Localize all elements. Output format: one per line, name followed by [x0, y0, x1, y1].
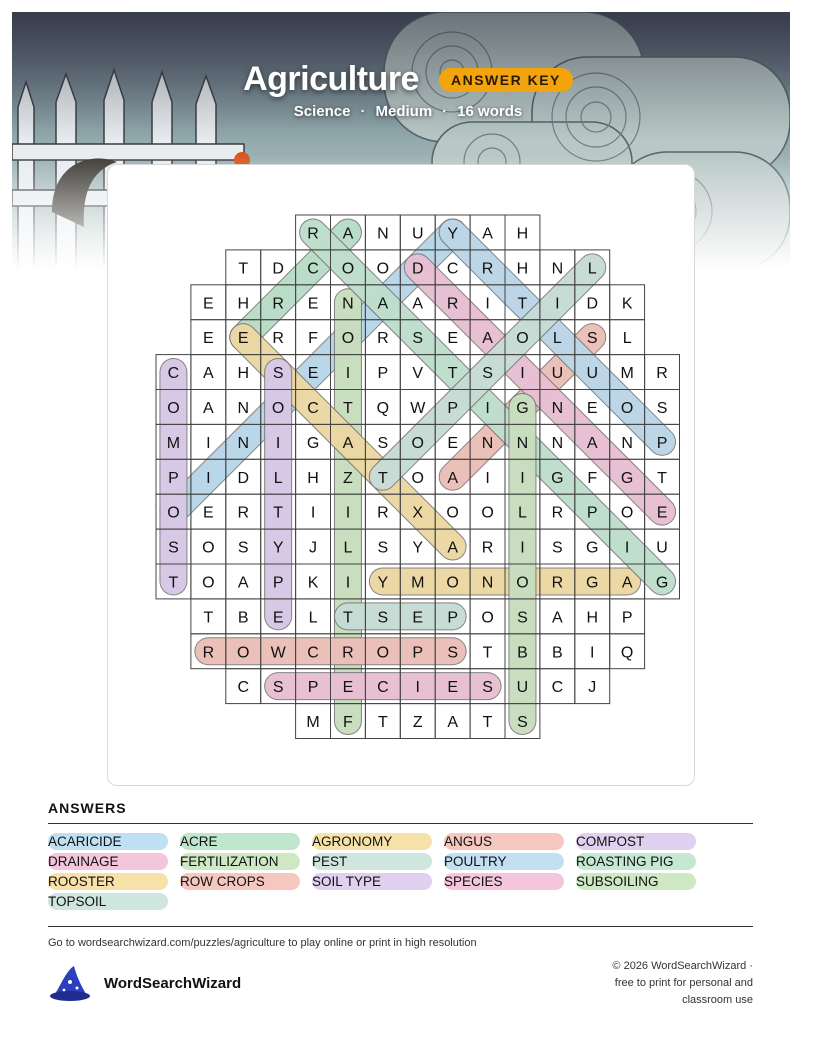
grid-letter: I: [275, 434, 281, 452]
grid-letter: C: [551, 679, 564, 697]
wizard-hat-icon: [48, 964, 92, 1002]
grid-letter: E: [447, 679, 458, 697]
grid-letter: I: [415, 679, 420, 697]
brand: [48, 964, 241, 1002]
copyright-line: © 2026 WordSearchWizard ·: [612, 960, 753, 972]
grid-letter: A: [552, 609, 563, 627]
grid-letter: A: [482, 225, 493, 243]
title-area: [0, 60, 816, 99]
grid-letter: N: [237, 434, 250, 452]
grid-letter: C: [307, 399, 319, 417]
grid-letter: Y: [377, 574, 389, 592]
grid-letter: J: [309, 539, 318, 557]
grid-letter: G: [586, 539, 599, 557]
grid-letter: A: [377, 295, 389, 313]
word-search-grid: [108, 165, 696, 787]
grid-letter: O: [237, 644, 250, 662]
grid-letter: E: [447, 330, 458, 348]
brand-name: WordSearchWizard: [104, 974, 242, 992]
grid-letter: C: [237, 679, 250, 697]
grid-letter: I: [590, 644, 595, 662]
grid-letter: C: [307, 644, 319, 662]
grid-letter: A: [447, 469, 458, 487]
grid-letter: I: [520, 469, 525, 487]
grid-letter: O: [167, 399, 180, 417]
grid-letter: P: [447, 399, 458, 417]
grid-letter: G: [586, 574, 599, 592]
grid-letter: H: [586, 609, 599, 627]
grid-letter: O: [376, 644, 390, 662]
grid-letter: J: [588, 679, 597, 697]
grid-letter: G: [551, 469, 564, 487]
grid-letter: S: [586, 330, 598, 348]
grid-letter: S: [517, 714, 528, 732]
grid-letter: E: [203, 330, 214, 348]
grid-letter: O: [446, 504, 459, 522]
grid-letter: M: [620, 365, 634, 383]
grid-letter: V: [412, 365, 424, 383]
grid-letter: T: [482, 644, 493, 662]
grid-letter: O: [481, 504, 494, 522]
grid-letter: S: [237, 539, 249, 557]
grid-letter: G: [306, 434, 320, 452]
grid-letter: S: [272, 679, 284, 697]
grid-letter: A: [412, 295, 424, 313]
word-count-label: 16 words: [457, 103, 523, 120]
answer-word: SUBSOILING: [576, 873, 696, 890]
grid-letter: H: [516, 260, 529, 278]
footer-divider: [48, 926, 753, 927]
grid-letter: X: [412, 504, 424, 522]
grid-letter: I: [485, 399, 490, 417]
grid-letter: Y: [447, 225, 458, 243]
grid-letter: M: [411, 574, 425, 592]
puzzle-meta: [0, 103, 816, 120]
grid-letter: A: [237, 574, 249, 592]
grid-letter: S: [377, 434, 389, 452]
grid-letter: P: [377, 365, 389, 383]
grid-letter: N: [377, 225, 389, 243]
grid-letter: O: [341, 330, 355, 348]
grid-letter: M: [306, 714, 320, 732]
answer-word: ROW CROPS: [180, 873, 300, 890]
grid-letter: F: [587, 469, 598, 487]
grid-letter: Y: [272, 539, 284, 557]
puzzle-card: [107, 164, 695, 786]
grid-letter: R: [342, 644, 354, 662]
grid-letter: T: [238, 260, 249, 278]
grid-letter: D: [586, 295, 599, 313]
footer-note: Go to wordsearchwizard.com/puzzles/agriculture to play online or print in high resolution: [48, 937, 477, 949]
grid-letter: O: [341, 260, 355, 278]
grid-letter: E: [203, 504, 214, 522]
grid-letter: S: [412, 330, 424, 348]
grid-letter: Q: [376, 399, 390, 417]
answer-word: SPECIES: [444, 873, 564, 890]
grid-letter: B: [552, 644, 563, 662]
grid-letter: Z: [412, 714, 423, 732]
grid-letter: G: [655, 574, 669, 592]
grid-letter: O: [620, 504, 634, 522]
grid-letter: T: [482, 714, 493, 732]
grid-letter: R: [202, 644, 215, 662]
grid-letter: H: [237, 365, 250, 383]
grid-letter: S: [168, 539, 179, 557]
grid-letter: D: [411, 260, 424, 278]
grid-letter: I: [206, 469, 211, 487]
grid-letter: C: [307, 260, 319, 278]
grid-letter: I: [624, 539, 630, 557]
grid-letter: A: [482, 330, 493, 348]
grid-letter: I: [520, 365, 525, 383]
answer-word: COMPOST: [576, 833, 696, 850]
grid-letter: Q: [620, 644, 634, 662]
grid-letter: N: [551, 260, 564, 278]
copyright-line: classroom use: [682, 994, 753, 1006]
grid-letter: N: [551, 434, 564, 452]
grid-letter: R: [481, 539, 494, 557]
answers-section: [48, 800, 753, 909]
grid-letter: E: [447, 434, 458, 452]
grid-letter: N: [342, 295, 354, 313]
grid-letter: P: [447, 609, 458, 627]
grid-letter: O: [202, 539, 215, 557]
grid-letter: F: [343, 714, 353, 732]
grid-letter: R: [551, 574, 564, 592]
grid-letter: N: [481, 434, 494, 452]
grid-letter: A: [447, 714, 458, 732]
grid-letter: G: [516, 399, 529, 417]
answer-word: TOPSOIL: [48, 893, 168, 910]
grid-letter: N: [516, 434, 529, 452]
difficulty-label: Medium: [375, 103, 433, 120]
grid-letter: L: [308, 609, 318, 627]
grid-letter: E: [342, 679, 354, 697]
grid-letter: T: [343, 399, 353, 417]
grid-letter: F: [308, 330, 318, 348]
grid-letter: O: [620, 399, 634, 417]
grid-letter: N: [237, 399, 250, 417]
grid-letter: I: [206, 434, 211, 452]
grid-letter: L: [552, 330, 562, 348]
grid-letter: S: [377, 609, 389, 627]
grid-letter: S: [482, 679, 493, 697]
grid-letter: R: [656, 365, 668, 383]
grid-letter: U: [586, 365, 599, 383]
subject-label: Science: [293, 103, 351, 120]
answer-key-badge: ANSWER KEY: [439, 68, 573, 92]
grid-letter: H: [237, 295, 250, 313]
grid-letter: I: [310, 504, 316, 522]
grid-letter: D: [272, 260, 284, 278]
answer-word: PEST: [312, 853, 432, 870]
grid-letter: R: [481, 260, 494, 278]
grid-letter: O: [376, 260, 390, 278]
meta-separator: ·: [360, 103, 366, 120]
grid-letter: O: [516, 574, 529, 592]
grid-letter: W: [410, 399, 426, 417]
grid-letter: T: [657, 469, 667, 487]
grid-letter: I: [520, 539, 525, 557]
grid-letter: B: [517, 644, 528, 662]
grid-letter: C: [446, 260, 459, 278]
grid-letter: N: [621, 434, 633, 452]
grid-letter: Y: [412, 539, 424, 557]
grid-letter: R: [377, 504, 389, 522]
answer-word: ROOSTER: [48, 873, 168, 890]
grid-letter: S: [656, 399, 668, 417]
copyright-line: free to print for personal and: [614, 977, 753, 989]
grid-letter: A: [447, 539, 458, 557]
grid-letter: T: [447, 365, 458, 383]
grid-letter: M: [166, 434, 181, 452]
grid-letter: I: [485, 295, 490, 313]
grid-letter: A: [342, 434, 354, 452]
grid-letter: I: [345, 365, 351, 383]
grid-letter: W: [270, 644, 286, 662]
grid-letter: E: [203, 295, 214, 313]
grid-letter: U: [411, 225, 424, 243]
grid-letter: S: [272, 365, 284, 383]
grid-letter: I: [345, 504, 351, 522]
grid-letter: O: [411, 434, 424, 452]
grid-letter: I: [485, 469, 490, 487]
grid-letter: A: [342, 225, 354, 243]
grid-letter: O: [202, 574, 215, 592]
grid-letter: E: [307, 295, 319, 313]
grid-letter: S: [377, 539, 389, 557]
grid-letter: E: [307, 365, 319, 383]
grid-letter: R: [446, 295, 459, 313]
grid-letter: K: [621, 295, 633, 313]
grid-letter: U: [656, 539, 668, 557]
grid-letter: O: [167, 504, 180, 522]
grid-letter: T: [377, 469, 388, 487]
grid-letter: C: [377, 679, 389, 697]
page-title: Agriculture: [243, 60, 419, 98]
answer-word: AGRONOMY: [312, 833, 432, 850]
grid-letter: T: [517, 295, 528, 313]
answer-word: SOIL TYPE: [312, 873, 432, 890]
grid-letter: S: [517, 609, 528, 627]
grid-letter: L: [343, 539, 353, 557]
grid-letter: P: [656, 434, 668, 452]
grid-letter: L: [517, 504, 527, 522]
grid-letter: B: [237, 609, 249, 627]
grid-letter: E: [237, 330, 249, 348]
grid-letter: O: [446, 574, 459, 592]
answer-word: ANGUS: [444, 833, 564, 850]
meta-separator: ·: [442, 103, 448, 120]
grid-letter: P: [621, 609, 633, 627]
copyright: [553, 958, 753, 1009]
grid-letter: O: [516, 330, 529, 348]
answer-word: ROASTING PIG: [576, 853, 696, 870]
grid-letter: E: [586, 399, 598, 417]
grid-letter: R: [272, 330, 284, 348]
grid-letter: P: [272, 574, 284, 592]
answers-divider: [48, 823, 753, 824]
answer-word: POULTRY: [444, 853, 564, 870]
grid-letter: C: [167, 365, 180, 383]
answer-word: FERTILIZATION: [180, 853, 300, 870]
grid-letter: A: [621, 574, 633, 592]
grid-letter: T: [203, 609, 214, 627]
grid-letter: P: [586, 504, 598, 522]
answer-word: ACARICIDE: [48, 833, 168, 850]
grid-letter: T: [343, 609, 353, 627]
grid-letter: G: [620, 469, 634, 487]
grid-letter: A: [203, 399, 214, 417]
answer-word: DRAINAGE: [48, 853, 168, 870]
grid-letter: L: [587, 260, 597, 278]
grid-letter: Z: [343, 469, 353, 487]
grid-letter: H: [516, 225, 529, 243]
grid-letter: N: [481, 574, 494, 592]
grid-letter: S: [482, 365, 493, 383]
grid-letter: E: [272, 609, 284, 627]
grid-letter: K: [307, 574, 319, 592]
grid-letter: O: [271, 399, 285, 417]
grid-letter: S: [447, 644, 458, 662]
grid-letter: S: [552, 539, 563, 557]
grid-letter: L: [273, 469, 283, 487]
grid-letter: A: [586, 434, 598, 452]
grid-letter: L: [622, 330, 632, 348]
grid-letter: I: [555, 295, 560, 313]
grid-letter: P: [307, 679, 319, 697]
grid-letter: P: [168, 469, 179, 487]
grid-letter: H: [307, 469, 319, 487]
grid-letter: T: [377, 714, 388, 732]
grid-letter: U: [516, 679, 529, 697]
grid-letter: E: [412, 609, 424, 627]
grid-letter: U: [551, 365, 564, 383]
grid-letter: O: [411, 469, 424, 487]
answers-heading: ANSWERS: [48, 800, 127, 816]
grid-letter: A: [203, 365, 214, 383]
grid-letter: I: [345, 574, 351, 592]
grid-letter: R: [237, 504, 250, 522]
grid-letter: R: [377, 330, 389, 348]
grid-letter: N: [551, 399, 564, 417]
grid-letter: T: [273, 504, 284, 522]
grid-letter: T: [168, 574, 179, 592]
grid-letter: E: [656, 504, 668, 522]
grid-letter: D: [237, 469, 250, 487]
grid-letter: P: [412, 644, 424, 662]
grid-letter: R: [272, 295, 284, 313]
grid-letter: R: [307, 225, 319, 243]
grid-letter: R: [551, 504, 564, 522]
grid-letter: O: [481, 609, 494, 627]
answer-word: ACRE: [180, 833, 300, 850]
